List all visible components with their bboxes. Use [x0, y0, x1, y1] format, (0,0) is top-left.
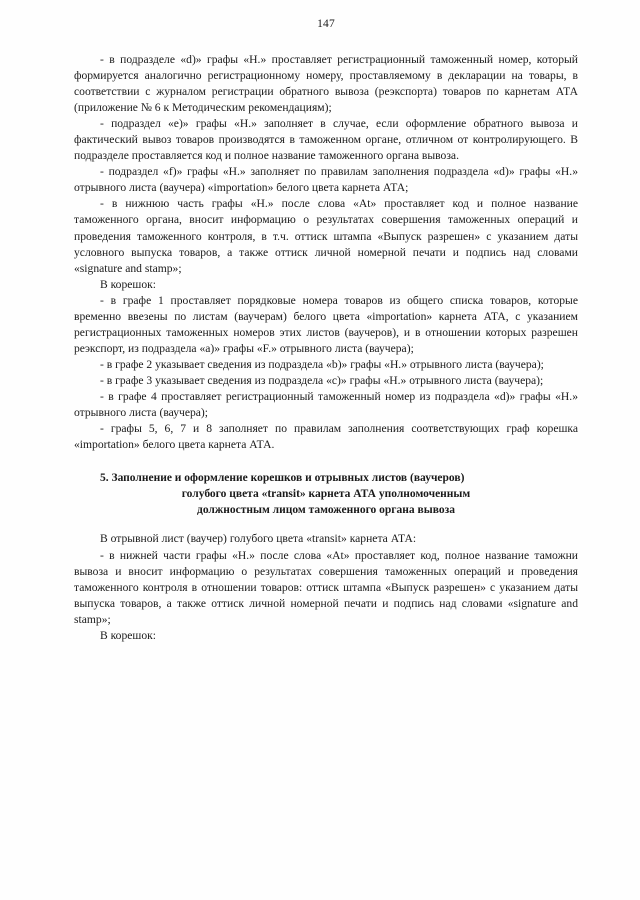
paragraph: - в графе 4 проставляет регистрационный таможенный номер из подраздела «d)» графы «Н.» отрывного листа (ваучера);: [74, 389, 578, 420]
paragraph: - графы 5, 6, 7 и 8 заполняет по правилам заполнения соответствующих граф корешка «importation» белого цвета карнета АТА.: [74, 422, 578, 452]
page-number: 147: [317, 18, 335, 30]
section-heading-line-2: голубого цвета «transit» карнета АТА уполномоченным: [181, 488, 471, 501]
spacer: [74, 518, 578, 531]
section-heading-line-3: должностным лицом таможенного органа вывоза: [197, 504, 455, 517]
section-heading: [74, 470, 578, 518]
paragraph: - в графе 1 проставляет порядковые номера товаров из общего списка товаров, которые временно ввезены по листам (ваучерам) белого цвета «importation» карнета АТА, с указанием регистрационных таможенных номеров этих листов (ваучеров), и в отношении которых разрешен реэкспорт, из подраздела «а)» графы «F.» отрывного листа (ваучера);: [74, 293, 578, 355]
paragraph: - в подразделе «d)» графы «Н.» проставляет регистрационный таможенный номер, который формируется аналогично регистрационному номеру, проставляемому в декларации на товары, в соответствии с журналом регистрации обратного вывоза (реэкспорта) товаров по карнетам АТА (приложение № 6 к Методическим рекомендациям);: [74, 53, 578, 115]
paragraph: В корешок:: [100, 628, 156, 642]
document-body: [74, 52, 578, 644]
section-heading-line-1: 5. Заполнение и оформление корешков и отрывных листов (ваучеров): [100, 472, 465, 485]
paragraph: - подраздел «е)» графы «Н.» заполняет в случае, если оформление обратного вывоза и фактический вывоз товаров производятся в таможенном органе, отличном от контролирующего. В подразделе проставляется код и полное название таможенного органа вывоза.: [74, 117, 578, 163]
paragraph: - в нижней части графы «Н.» после слова «At» проставляет код, полное название таможни вывоза и вносит информацию о результатах совершения таможенных операций и проведения таможенного контроля в отношении товаров: оттиск штампа «Выпуск разрешен» с указанием даты выпуска товаров, а также оттиск личной номерной печати и подпись над словами «signature and stamp»;: [74, 548, 578, 626]
paragraph: - в нижнюю часть графы «Н.» после слова «At» проставляет код и полное название таможенного органа, вносит информацию о результатах совершения таможенных операций и проведения таможенного контроля, в т.ч. оттиск штампа «Выпуск разрешен» с указанием даты условного выпуска товаров, а также оттиск личной номерной печати и подпись над словами «signature and stamp»;: [74, 197, 578, 275]
paragraph: В корешок:: [100, 277, 156, 291]
paragraph: - в графе 2 указывает сведения из подраздела «b)» графы «Н.» отрывного листа (ваучера);: [100, 357, 544, 371]
paragraph: В отрывной лист (ваучер) голубого цвета «transit» карнета АТА:: [100, 532, 417, 546]
paragraph: - подраздел «f)» графы «Н.» заполняет по правилам заполнения подраздела «d)» графы «Н.» отрывного листа (ваучера) «importation» белого цвета карнета АТА;: [74, 165, 578, 195]
paragraph: - в графе 3 указывает сведения из подраздела «с)» графы «Н.» отрывного листа (ваучера);: [100, 373, 544, 387]
